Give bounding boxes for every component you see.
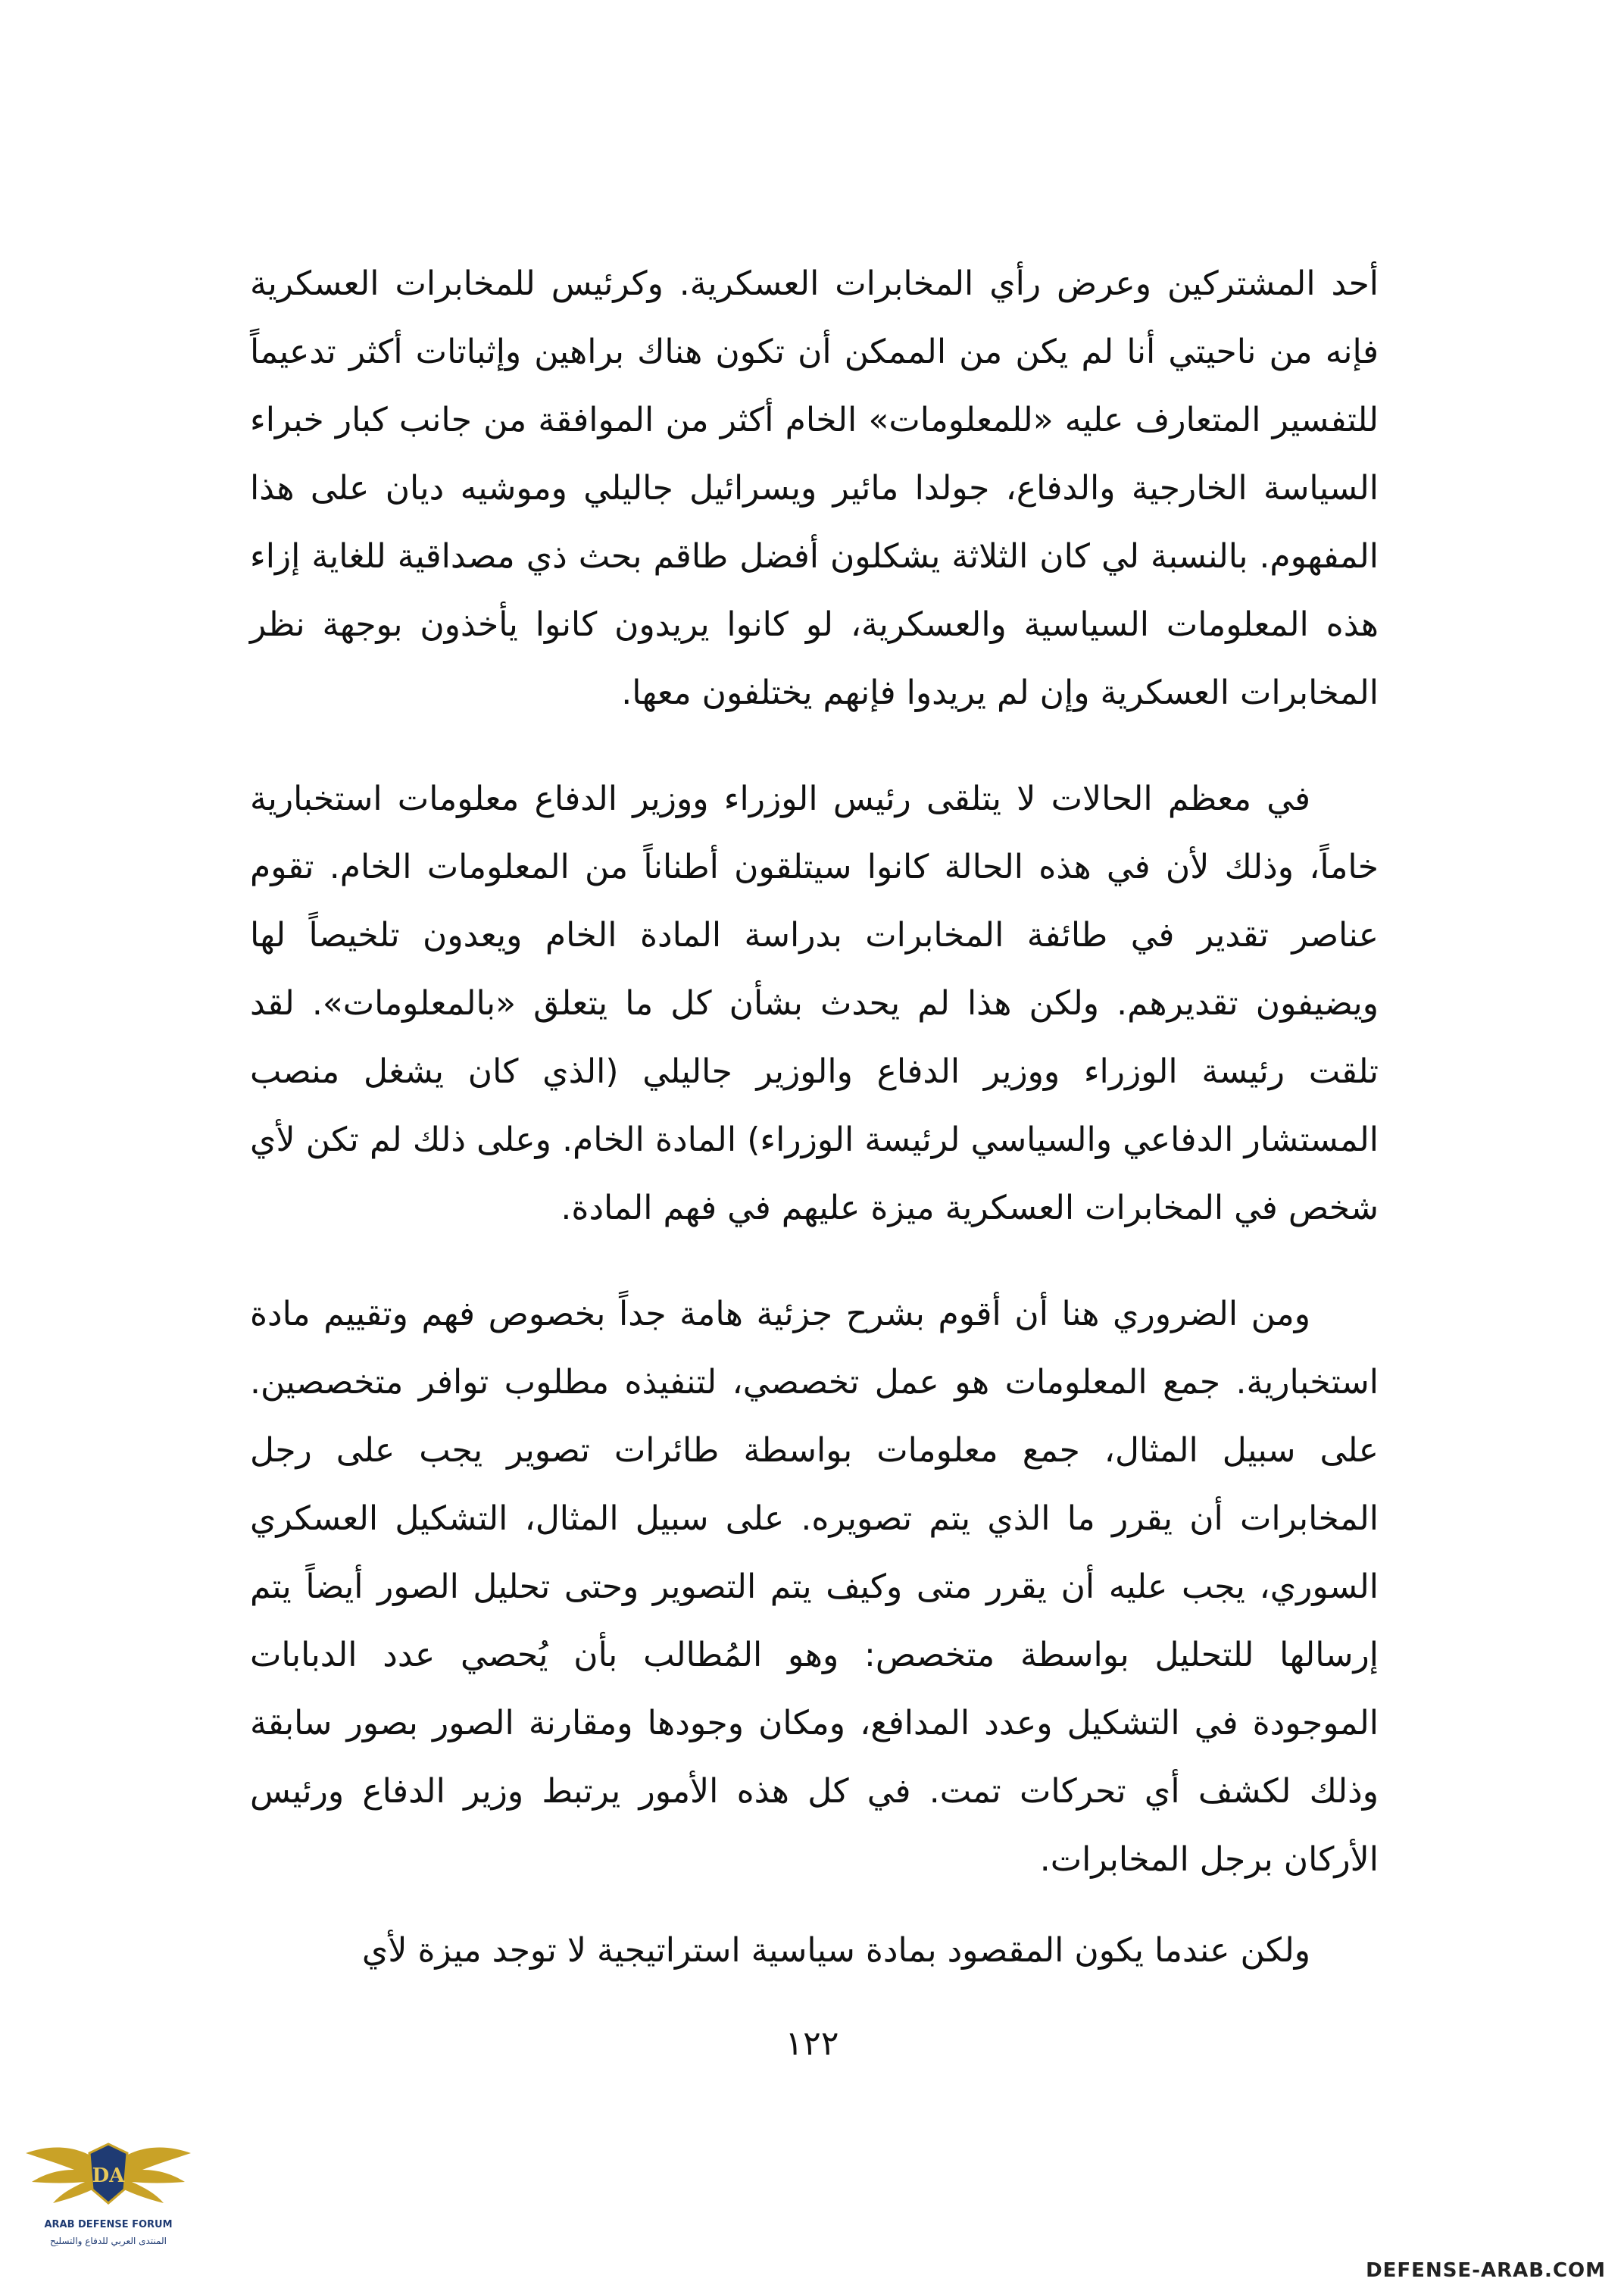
- site-watermark: DEFENSE-ARAB.COM: [1366, 2259, 1606, 2282]
- paragraph-2: في معظم الحالات لا يتلقى رئيس الوزراء ووزير الدفاع معلومات استخبارية خاماً، وذلك لأن في هذه الحالة كانوا سيتلقون أطناناً من المعلومات الخام. تقوم عناصر تقدير في طائفة المخابرات بدراسة المادة الخام ويعدون تلخيصاً لها ويضيفون تقديرهم. ولكن هذا لم يحدث بشأن كل ما يتعلق «بالمعلومات». لقد تلقت رئيسة الوزراء ووزير الدفاع والوزير جاليلي (الذي كان يشغل منصب المستشار الدفاعي والسياسي لرئيسة الوزراء) المادة الخام. وعلى ذلك لم تكن لأي شخص في المخابرات العسكرية ميزة عليهم في فهم المادة.: [250, 780, 1379, 1227]
- svg-text:المنتدى العربي للدفاع والتسليح: المنتدى العربي للدفاع والتسليح: [50, 2236, 167, 2246]
- paragraph-4: ولكن عندما يكون المقصود بمادة سياسية استراتيجية لا توجد ميزة لأي: [361, 1931, 1310, 1970]
- svg-text:ARAB DEFENSE FORUM: ARAB DEFENSE FORUM: [44, 2219, 173, 2230]
- paragraph-1: أحد المشتركين وعرض رأي المخابرات العسكرية. وكرئيس للمخابرات العسكرية فإنه من ناحيتي أنا لم يكن من الممكن أن تكون هناك براهين وإثباتات أكثر تدعيماً للتفسير المتعارف عليه «للمعلومات» الخام أكثر من الموافقة من جانب كبار خبراء السياسة الخارجية والدفاع، جولدا مائير ويسرائيل جاليلي وموشيه ديان على هذا المفهوم. بالنسبة لي كان الثلاثة يشكلون أفضل طاقم بحث ذي مصداقية للغاية إزاء هذه المعلومات السياسية والعسكرية، لو كانوا يريدون كانوا يأخذون بوجهة نظر المخابرات العسكرية وإن لم يريدوا فإنهم يختلفون معها.: [250, 264, 1379, 712]
- page-number: ١٢٢: [785, 2024, 839, 2063]
- page-body-text: [250, 250, 1379, 1985]
- winged-emblem-icon: [21, 2114, 195, 2273]
- paragraph-3: ومن الضروري هنا أن أقوم بشرح جزئية هامة جداً بخصوص فهم وتقييم مادة استخبارية. جمع المعلومات هو عمل تخصصي، لتنفيذه مطلوب توافر متخصصين. على سبيل المثال، جمع معلومات بواسطة طائرات تصوير يجب على رجل المخابرات أن يقرر ما الذي يتم تصويره. على سبيل المثال، التشكيل العسكري السوري، يجب عليه أن يقرر متى وكيف يتم التصوير وحتى تحليل الصور أيضاً يتم إرسالها للتحليل بواسطة متخصص: وهو المُطالب بأن يُحصي عدد الدبابات الموجودة في التشكيل وعدد المدافع، ومكان وجودها ومقارنة الصور بصور سابقة وذلك لكشف أي تحركات تمت. في كل هذه الأمور يرتبط وزير الدفاع ورئيس الأركان برجل المخابرات.: [250, 1295, 1379, 1879]
- arab-defense-forum-logo: [21, 2114, 195, 2273]
- svg-text:DA: DA: [92, 2164, 125, 2187]
